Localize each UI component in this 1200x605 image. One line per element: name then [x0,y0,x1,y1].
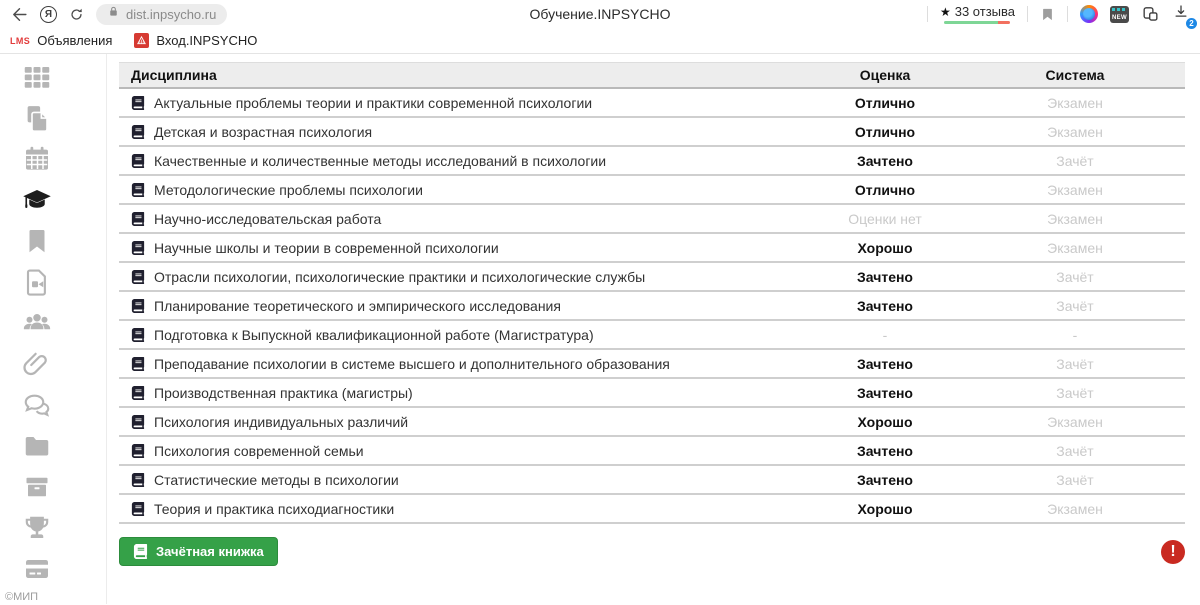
discipline-cell[interactable] [119,472,805,488]
table-row [119,89,1185,118]
discipline-label: Подготовка к Выпускной квалификационной работе (Магистратура) [154,326,594,343]
discipline-cell[interactable] [119,269,805,285]
discipline-cell[interactable] [119,356,805,372]
sidebar-item-payments[interactable] [22,553,56,585]
header-discipline: Дисциплина [131,67,217,83]
extension-circle-icon[interactable] [1080,5,1098,23]
system-cell: Экзамен [1047,210,1103,227]
reviews-widget[interactable] [940,4,1015,24]
discipline-label: Научные школы и теории в современной психологии [154,239,499,256]
grade-cell: Зачтено [857,297,913,314]
discipline-cell[interactable] [119,153,805,169]
table-row [119,118,1185,147]
sidebar-item-documents[interactable] [22,102,56,134]
sidebar-item-media[interactable] [22,266,56,298]
discipline-cell[interactable] [119,240,805,256]
archive-icon [22,472,52,502]
book-icon [131,299,145,313]
mip-favicon [134,33,149,48]
discipline-label: Преподавание психологии в системе высшего и дополнительного образования [154,355,670,372]
book-icon [131,212,145,226]
system-cell: Экзамен [1047,239,1103,256]
lms-favicon: LMS [10,35,31,46]
book-icon [131,241,145,255]
book-icon [131,502,145,516]
system-cell: Зачёт [1056,152,1094,169]
discipline-label: Статистические методы в психологии [154,471,399,488]
graduation-cap-icon [22,185,52,215]
book-icon [131,415,145,429]
book-icon [133,544,148,559]
sidebar-item-bookmarks[interactable] [22,225,56,257]
lock-icon [107,5,120,23]
table-row [119,234,1185,263]
book-icon [131,386,145,400]
system-cell: Зачёт [1056,355,1094,372]
extension-new-icon[interactable]: NEW [1110,6,1129,23]
book-icon [131,96,145,110]
chat-icon [22,390,52,420]
calendar-icon [22,144,52,174]
grade-cell: Оценки нет [848,210,922,227]
discipline-cell[interactable] [119,182,805,198]
system-cell: Экзамен [1047,123,1103,140]
system-cell: Зачёт [1056,268,1094,285]
book-icon [131,357,145,371]
grade-cell: Отлично [854,123,916,140]
table-row [119,176,1185,205]
sidebar [0,54,107,604]
discipline-label: Научно-исследовательская работа [154,210,382,227]
discipline-label: Психология современной семьи [154,442,364,459]
system-cell: Экзамен [1047,413,1103,430]
book-icon [131,183,145,197]
grade-cell: Хорошо [857,500,913,517]
sidebar-item-dashboard[interactable] [22,61,56,93]
bookmarks-bar [0,28,1200,54]
grades-table-body [119,89,1185,524]
grade-cell: - [882,326,888,343]
book-icon [131,125,145,139]
grade-cell: Зачтено [857,384,913,401]
book-icon [131,473,145,487]
folder-icon [22,431,52,461]
system-cell: Экзамен [1047,94,1103,111]
users-icon [22,308,52,338]
discipline-label: Психология индивидуальных различий [154,413,409,430]
trophy-icon [22,513,52,543]
sidebar-item-attachments[interactable] [22,348,56,380]
table-row [119,321,1185,350]
table-row [119,466,1185,495]
downloads-icon[interactable] [1172,3,1194,28]
sidebar-item-calendar[interactable] [22,143,56,175]
book-icon [131,444,145,458]
discipline-label: Производственная практика (магистры) [154,384,413,401]
browser-toolbar [0,0,1200,28]
sidebar-item-files[interactable] [22,430,56,462]
address-bar[interactable] [96,4,227,25]
refresh-icon[interactable] [68,6,85,23]
page-title: Обучение.INPSYCHO [529,6,671,22]
grade-cell: Зачтено [857,471,913,488]
discipline-label: Теория и практика психодиагностики [154,500,395,517]
card-icon [22,554,52,584]
table-row [119,263,1185,292]
discipline-cell[interactable] [119,124,805,140]
discipline-cell[interactable] [119,414,805,430]
video-file-icon [22,267,52,297]
gradebook-button-label: Зачётная книжка [156,544,264,559]
back-icon[interactable] [10,5,29,24]
collections-icon[interactable] [1141,5,1160,24]
header-grade: Оценка [859,67,911,83]
book-icon [131,328,145,342]
star-icon: ★ [939,4,951,19]
table-row [119,147,1185,176]
main-content [107,54,1200,604]
sidebar-item-users[interactable] [22,307,56,339]
bookmark-flag-icon[interactable] [1040,7,1055,22]
discipline-label: Планирование теоретического и эмпирического исследования [154,297,561,314]
book-icon [131,270,145,284]
grade-cell: Зачтено [857,355,913,372]
copyright-label: ©МИП [5,591,39,603]
table-row [119,408,1185,437]
sidebar-item-archive[interactable] [22,471,56,503]
discipline-label: Детская и возрастная психология [154,123,373,140]
sidebar-item-education-active[interactable] [22,184,56,216]
gradebook-button[interactable] [119,537,278,566]
bookmark-announcements[interactable]: LMS Объявления [10,33,113,48]
url-text: dist.inpsycho.ru [126,6,217,22]
discipline-label: Методологические проблемы психологии [154,181,423,198]
table-row [119,379,1185,408]
system-cell: Зачёт [1056,442,1094,459]
system-cell: Экзамен [1047,181,1103,198]
header-system: Система [1045,67,1105,83]
discipline-cell[interactable] [119,385,805,401]
reviews-label: 33 отзыва [954,4,1015,19]
grid-icon [22,62,52,92]
system-cell: Зачёт [1056,471,1094,488]
system-cell: Зачёт [1056,384,1094,401]
grade-cell: Зачтено [857,442,913,459]
table-row [119,350,1185,379]
alert-icon[interactable]: ! [1161,540,1185,564]
grade-cell: Отлично [854,181,916,198]
discipline-label: Отрасли психологии, психологические практики и психологические службы [154,268,646,285]
rating-bar [944,21,1010,24]
discipline-cell[interactable] [119,443,805,459]
sidebar-item-messages[interactable] [22,389,56,421]
paperclip-icon [22,349,52,379]
divider [1067,6,1068,22]
discipline-cell[interactable] [119,298,805,314]
grade-cell: Зачтено [857,152,913,169]
book-icon [131,154,145,168]
sidebar-item-achievements[interactable] [22,512,56,544]
discipline-cell[interactable] [119,327,805,343]
table-row [119,495,1185,524]
divider [927,6,928,22]
bookmark-icon [22,226,52,256]
table-header [119,62,1185,89]
discipline-label: Качественные и количественные методы исследований в психологии [154,152,607,169]
system-cell: Зачёт [1056,297,1094,314]
system-cell: Экзамен [1047,500,1103,517]
table-row [119,205,1185,234]
discipline-cell[interactable] [119,211,805,227]
yandex-icon[interactable]: Я [40,6,57,23]
downloads-badge: 2 [1186,18,1197,29]
grade-cell: Зачтено [857,268,913,285]
discipline-label: Актуальные проблемы теории и практики современной психологии [154,94,593,111]
discipline-cell[interactable] [119,501,805,517]
grade-cell: Отлично [854,94,916,111]
divider [1027,6,1028,22]
table-row [119,437,1185,466]
table-row [119,292,1185,321]
system-cell: - [1072,326,1078,343]
bookmark-login[interactable]: Вход.INPSYCHO [134,33,257,48]
grade-cell: Хорошо [857,239,913,256]
documents-icon [22,103,52,133]
grade-cell: Хорошо [857,413,913,430]
discipline-cell[interactable] [119,95,805,111]
